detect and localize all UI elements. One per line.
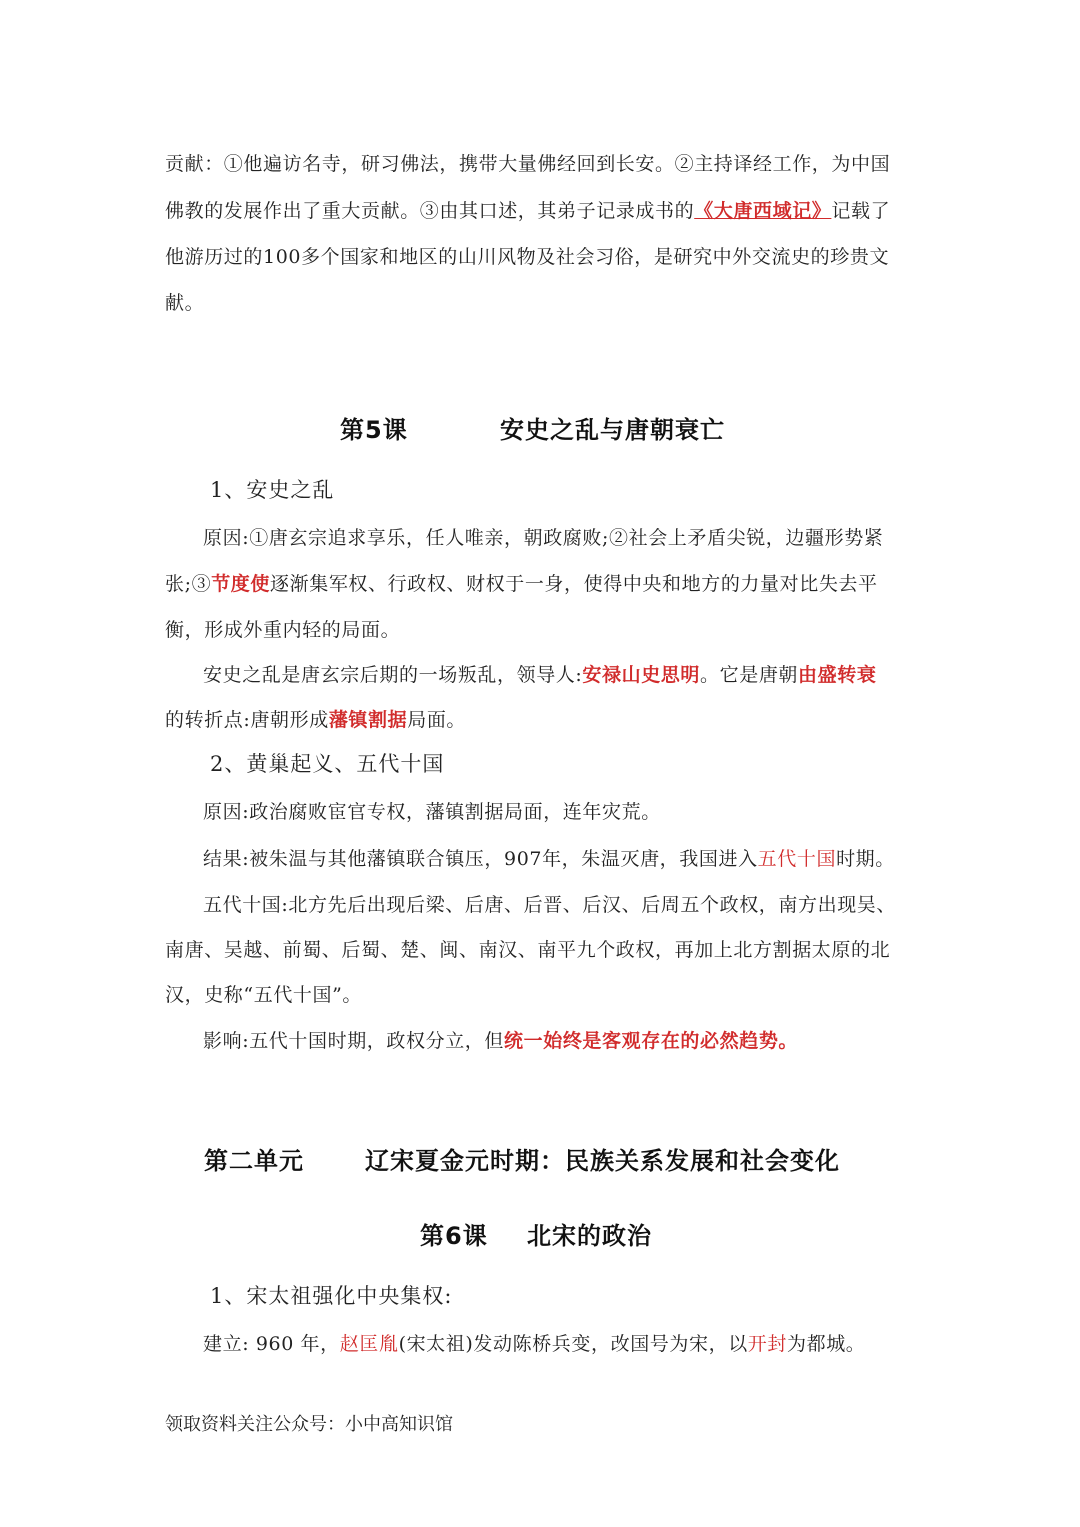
kaifeng-highlight: 开封 [747,1333,787,1355]
anshi-line-1 [203,661,876,689]
result-line [203,845,895,873]
intro-text: 记载了 [831,200,891,222]
lesson-5-title: 安史之乱与唐朝衰亡 [500,416,725,444]
result-text: 时期。 [836,848,895,870]
establish-text: 建立: 960 年， [203,1333,340,1355]
wudai-line-2: 南唐、吴越、前蜀、后蜀、楚、闽、南汉、南平九个政权，再加上北方割据太原的北 [165,939,891,961]
lesson-5-number: 第5课 [340,416,408,444]
intro-text: 佛教的发展作出了重大贡献。③由其口述，其弟子记录成书的 [165,200,695,222]
unit-2-number: 第二单元 [204,1147,304,1175]
cause-text: 张;③ [165,573,212,595]
impact-line [203,1027,798,1055]
anshi-line-2 [165,706,466,734]
wudai-line-1: 五代十国:北方先后出现后梁、后唐、后晋、后汉、后周五个政权，南方出现吴、 [203,894,897,916]
unity-highlight: 统一始终是客观存在的必然趋势。 [504,1030,799,1052]
anshi-text: 局面。 [407,709,467,731]
wudai-line-3: 汉，史称“五代十国”。 [165,984,363,1006]
impact-text: 影响:五代十国时期，政权分立，但 [203,1030,505,1052]
section-title-an-shi: 1、安史之乱 [210,478,335,502]
establish-text: (宋太祖)发动陈桥兵变，改国号为宋，以 [398,1333,748,1355]
leaders-highlight: 安禄山史思明 [582,664,701,686]
footer-note: 领取资料关注公众号：小中高知识馆 [165,1414,453,1435]
intro-line-1: 贡献：①他遍访名寺，研习佛法，携带大量佛经回到长安。②主持译经工作，为中国 [165,153,891,175]
anshi-text: 安史之乱是唐玄宗后期的一场叛乱，领导人: [203,664,583,686]
establish-text: 为都城。 [787,1333,866,1355]
intro-line-4: 献。 [165,292,205,314]
wudai-highlight: 五代十国 [757,848,837,870]
cause-line-3: 衡，形成外重内轻的局面。 [165,619,401,641]
intro-line-3: 他游历过的100多个国家和地区的山川风物及社会习俗，是研究中外交流史的珍贵文 [165,246,890,268]
lesson-6-title: 北宋的政治 [527,1222,652,1250]
section-title-song-taizu: 1、宋太祖强化中央集权: [210,1284,453,1308]
cause-line-1: 原因:①唐玄宗追求享乐，任人唯亲，朝政腐败;②社会上矛盾尖锐，边疆形势紧 [203,527,884,549]
cause2-line: 原因:政治腐败宦官专权，藩镇割据局面，连年灾荒。 [203,801,661,823]
section-title-huang-chao: 2、黄巢起义、五代十国 [210,752,445,776]
result-text: 结果:被朱温与其他藩镇联合镇压，907年，朱温灭唐，我国进入 [203,848,758,870]
turning-highlight: 由盛转衰 [798,664,877,686]
anshi-text: 。它是唐朝 [700,664,799,686]
zhao-kuangyin-highlight: 赵匡胤 [339,1333,399,1355]
unit-2-title: 辽宋夏金元时期：民族关系发展和社会变化 [365,1147,840,1175]
cause-text: 逐渐集军权、行政权、财权于一身，使得中央和地方的力量对比失去平 [270,573,878,595]
jiedushi-highlight: 节度使 [211,573,271,595]
anshi-text: 的转折点:唐朝形成 [165,709,329,731]
intro-line-2 [165,197,890,225]
lesson-6-number: 第6课 [420,1222,488,1250]
fanzhen-highlight: 藩镇割据 [328,709,408,731]
establish-line [203,1330,865,1358]
cause-line-2 [165,570,878,598]
book-title-highlight: 《大唐西域记》 [694,200,832,222]
